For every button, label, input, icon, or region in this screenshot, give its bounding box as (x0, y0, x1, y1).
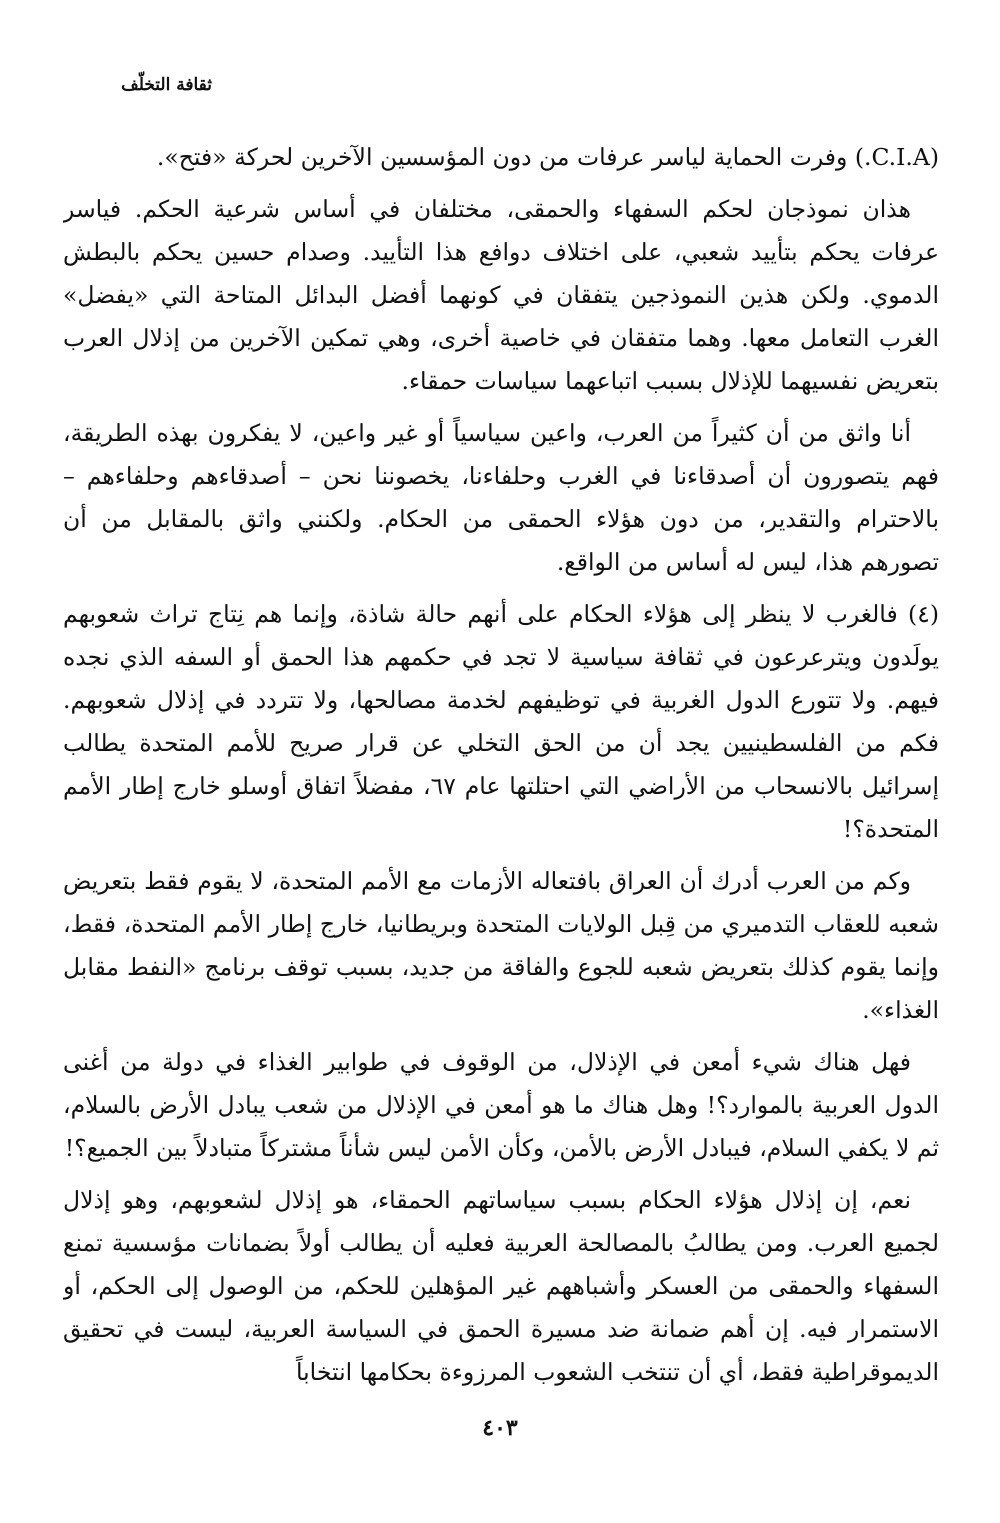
paragraph-continuation: (C.I.A.) وفرت الحماية لياسر عرفات من دون المؤسسين الآخرين لحركة «فتح». (156, 143, 939, 171)
paragraph: أنا واثق من أن كثيراً من العرب، واعين سياسياً أو غير واعين، لا يفكرون بهذه الطريقة، فهم يتصورون أن أصدقاءنا في الغرب وحلفاءنا، يخصوننا نحن – أصدقاءهم وحلفاءهم – بالاحترام والتقدير، من دون هؤلاء الحمقى من الحكام. ولكنني واثق بالمقابل من أن تصورهم هذا، ليس له أساس من الواقع. (63, 419, 939, 576)
paragraph: هذان نموذجان لحكم السفهاء والحمقى، مختلفان في أساس شرعية الحكم. فياسر عرفات يحكم بتأييد شعبي، على اختلاف دوافع هذا التأييد. وصدام حسين يحكم بالبطش الدموي. ولكن هذين النموذجين يتفقان في كونهما أفضل البدائل المتاحة التي «يفضل» الغرب التعامل معها. وهما متفقان في خاصية أخرى، وهي تمكين الآخرين من إذلال العرب بتعريض نفسيهما للإذلال بسبب اتباعهما سياسات حمقاء. (63, 195, 939, 395)
paragraph: وكم من العرب أدرك أن العراق بافتعاله الأزمات مع الأمم المتحدة، لا يقوم فقط بتعريض شعبه للعقاب التدميري من قِبل الولايات المتحدة وبريطانيا، خارج إطار الأمم المتحدة، فقط، وإنما يقوم كذلك بتعريض شعبه للجوع والفاقة من جديد، بسبب توقف برنامج «النفط مقابل الغذاء». (63, 867, 939, 1024)
page-body (63, 136, 939, 1386)
paragraph: نعم، إن إذلال هؤلاء الحكام بسبب سياساتهم الحمقاء، هو إذلال لشعوبهم، وهو إذلال لجميع العرب. ومن يطالبُ بالمصالحة العربية فعليه أن يطالب أولاً بضمانات مؤسسية تمنع السفهاء والحمقى من العسكر وأشباههم غير المؤهلين للحكم، من الوصول إلى الحكم، أو الاستمرار فيه. إن أهم ضمانة ضد مسيرة الحمق في السياسة العربية، ليست في تحقيق الديموقراطية فقط، أي أن تنتخب الشعوب المرزوءة بحكامها انتخاباً (63, 1186, 939, 1386)
paragraph: فهل هناك شيء أمعن في الإذلال، من الوقوف في طوابير الغذاء في دولة من أغنى الدول العربية بالموارد؟! وهل هناك ما هو أمعن في الإذلال من شعب يبادل الأرض بالسلام، ثم لا يكفي السلام، فيبادل الأرض بالأمن، وكأن الأمن ليس شأناً مشتركاً متبادلاً بين الجميع؟! (63, 1048, 939, 1162)
page-number: ٤٠٣ (482, 1415, 518, 1441)
paragraph-numbered: (٤) فالغرب لا ينظر إلى هؤلاء الحكام على أنهم حالة شاذة، وإنما هم نِتاج تراث شعوبهم يولَدون ويترعرعون في ثقافة سياسية لا تجد في حكمهم هذا الحمق أو السفه الذي نجده فيهم. ولا تتورع الدول الغربية في توظيفهم لخدمة مصالحها، ولا تتردد في إذلال شعوبهم. فكم من الفلسطينيين يجد أن من الحق التخلي عن قرار صريح للأمم المتحدة يطالب إسرائيل بالانسحاب من الأراضي التي احتلتها عام ٦٧، مفضلاً اتفاق أوسلو خارج إطار الأمم المتحدة؟! (63, 600, 939, 843)
running-header: ثقافة التخلّف (121, 75, 212, 95)
